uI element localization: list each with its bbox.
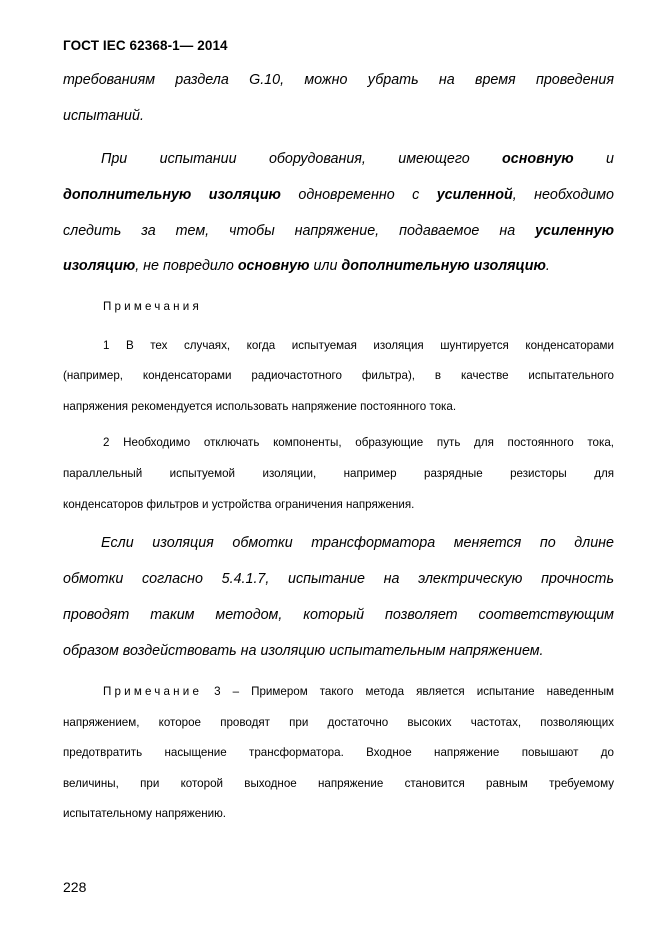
text-line: параллельный испытуемой изоляции, например разрядные резисторы для: [63, 467, 614, 480]
text-line: Если изоляция обмотки трансформатора меняется по длине: [101, 535, 614, 551]
text-run: и: [573, 151, 614, 167]
text-line: 1 В тех случаях, когда испытуемая изоляция шунтируется конденсаторами: [103, 339, 614, 352]
bold-term: дополнительную изоляцию: [341, 258, 546, 274]
text-run: .: [545, 258, 550, 274]
text-run: или: [309, 258, 342, 274]
notes-heading: Примечания: [103, 300, 202, 313]
text-line: (например, конденсаторами радиочастотного фильтра), в качестве испытательного: [63, 369, 614, 382]
bold-term: усиленной: [436, 187, 513, 203]
bold-term: основную: [237, 258, 310, 274]
text-line: [63, 258, 614, 274]
bold-term: основную: [502, 151, 574, 167]
page-number: 228: [63, 879, 87, 895]
text-run: , не повредило: [135, 258, 238, 274]
text-line: испытаний.: [63, 108, 144, 124]
document-header: ГОСТ IEC 62368-1— 2014: [63, 38, 228, 53]
note-label: Примечание: [103, 685, 203, 698]
text-line: проводят таким методом, который позволяет соответствующим: [63, 607, 614, 623]
bold-term: дополнительную изоляцию: [63, 187, 281, 203]
text-line: предотвратить насыщение трансформатора. Входное напряжение повышают до: [63, 746, 614, 759]
bold-term: усиленную: [535, 223, 614, 239]
text-line: испытательному напряжению.: [63, 807, 226, 820]
text-line: образом воздействовать на изоляцию испытательным напряжением.: [63, 643, 544, 659]
text-line: величины, при которой выходное напряжение становится равным требуемому: [63, 777, 614, 790]
text-line: [63, 223, 614, 239]
bold-term: изоляцию: [63, 258, 136, 274]
text-run: следить за тем, чтобы напряжение, подаваемое на: [63, 223, 536, 239]
text-line: напряжением, которое проводят при достаточно высоких частотах, позволяющих: [63, 716, 614, 729]
text-line: [63, 187, 614, 203]
text-line: [101, 151, 614, 167]
text-line: требованиям раздела G.10, можно убрать на время проведения: [63, 72, 614, 88]
text-run: 3 – Примером такого метода является испытание наведенным: [202, 685, 614, 698]
text-line: конденсаторов фильтров и устройства ограничения напряжения.: [63, 498, 415, 511]
text-run: одновременно с: [280, 187, 437, 203]
text-run: При испытании оборудования, имеющего: [101, 151, 503, 167]
text-line: [103, 685, 614, 698]
text-run: , необходимо: [512, 187, 614, 203]
text-line: напряжения рекомендуется использовать напряжение постоянного тока.: [63, 400, 457, 413]
text-line: обмотки согласно 5.4.1.7, испытание на электрическую прочность: [63, 571, 614, 587]
text-line: 2 Необходимо отключать компоненты, образующие путь для постоянного тока,: [103, 436, 614, 449]
